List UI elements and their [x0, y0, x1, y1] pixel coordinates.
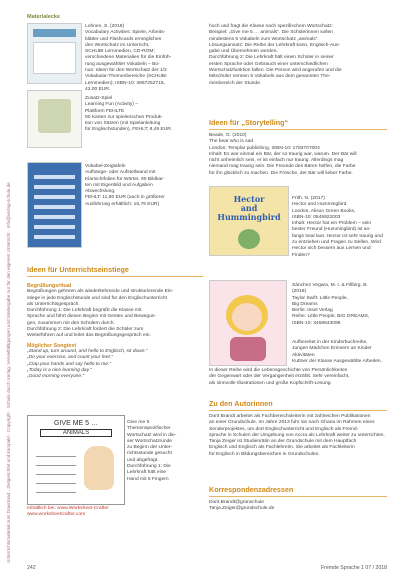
text-line: The bear who is sad — [209, 139, 254, 145]
item-2-text — [85, 96, 203, 134]
text-line: menbereich der Stunde. — [209, 80, 262, 86]
text-line: Learning Fun (Activity) – — [85, 102, 139, 108]
text-line: In dieser Reihe wird die Lebensgeschichte von Persönlichkeiten — [209, 368, 348, 373]
cover-title-line: Hector — [233, 194, 265, 204]
text-line: Mitschüler nennen 5 Vokabeln aus dem genannten The- — [209, 74, 331, 80]
text-line: Vocabulary Activities: Spiele, Arbeits- — [85, 30, 166, 36]
song-line: „Good morning everyone.“ — [27, 374, 85, 380]
text-line: Kuttner der Klasse Ausgewählte Arbeiten. — [292, 358, 382, 364]
text-line: und abgefragt. — [127, 457, 159, 463]
text-line: ISBN-10: 0545922003 — [292, 214, 341, 220]
text-line: gabe und Übernehmen werden. — [209, 49, 278, 55]
text-line: London, Alison Green Books, — [292, 208, 356, 214]
text-line: den Wortschatz im Unterricht, — [85, 42, 150, 48]
text-line: stiege in jede Englischstunde und sind für den Englischunterricht — [27, 295, 168, 301]
heading-contact: Korrespondenzadressen — [209, 485, 294, 494]
cover-title-line: and — [240, 203, 258, 213]
contact-rule — [209, 496, 387, 497]
text-line: Lehrkraft hält eine — [127, 470, 167, 476]
text-line: nicht unheimlich sein, er ist einfach nur traurig. Allerdings mag — [209, 158, 344, 164]
text-line: Aufbereitet in der Kinderbuchreihe, — [292, 340, 368, 345]
text-line: als sinnvolle Illustrationen und große Kopfschrift-Lesung. — [209, 380, 332, 386]
storytelling-rule — [209, 129, 387, 130]
text-line: für Englisch in Bildungsbereichen in Grundschulen. — [209, 451, 320, 457]
text-line: Inhalt: Es war einmal ein Bär, der so traurig war, warum. Der Bär will — [209, 151, 357, 157]
text-line: mindestens 5 Vokabeln zum Wortschatz „animals“. — [209, 36, 319, 42]
text-line: niemand mag traurig sein. Die Freunde des Bären helfen, die Farbe — [209, 164, 356, 170]
text-line: Wortschatz wird in die- — [127, 432, 177, 438]
text-line: bester Freund (Hummingbird) ist an- — [292, 227, 371, 233]
cover-image-hector — [209, 186, 289, 256]
text-line: Inhalt: Hector hat ein Problem – sein — [292, 221, 372, 227]
song-line: „Today is a nice learning day.“ — [27, 367, 92, 373]
story-3-after — [209, 368, 387, 387]
text-line: an einer Grundschule. Im Jahre 2013 fuhr sie nach Ghana im Rahmen eines — [209, 420, 375, 426]
give-me-5-title: GIVE ME 5 … — [54, 420, 98, 427]
copyright-sidebar: Unterrichtsmaterial zum Download · Zielgerichtet und kompakt · Copyright · Schule durch Verlag, Vervielfältigungen und Weitergabe nur für den eigenen Unterricht · Info@verlag-schule.de — [6, 182, 11, 563]
section-tag: Materialecke — [27, 14, 61, 20]
cover-image-taylor-swift — [209, 280, 287, 366]
item-2-title: Zusatz-Spiel — [85, 96, 113, 101]
text-line: Sprache und führt diesen Beginn mit Gesten und Bewegun- — [27, 314, 157, 320]
text-line: Jungen Mädchen Erinnern an Kinder Aktivitäten — [292, 346, 372, 358]
authors-text — [209, 414, 387, 458]
text-line: fangs total laut. Hector ist sehr traurig und — [292, 233, 383, 239]
text-line: ser Wortschatzrunde — [127, 438, 173, 444]
text-line: Reihe: Little People, BIG DREAMS, — [292, 314, 370, 320]
text-line: SCHUBI Lernmedien, CD-ROM; — [85, 49, 155, 55]
text-line: Englisch und Englisch als Fachlehrerin. Sie arbeitet als Fachleiterin — [209, 445, 355, 451]
heading-lesson-starters: Ideen für Unterrichtseinstiege — [27, 265, 129, 274]
text-line: ersten Sprache oder Gebrauch einer unterschiedlichen — [209, 61, 328, 67]
item-1-text — [85, 24, 203, 93]
col2-continuation — [209, 24, 387, 87]
text-line: ten mit Eigenbild und Aufgaben — [85, 182, 153, 188]
story-3-caption — [292, 340, 388, 365]
text-line: Hector sich bessern aus Lernen und Finden? — [292, 246, 371, 258]
contact-text — [209, 500, 387, 513]
text-line: Berlin: Insel Verlag — [292, 308, 333, 314]
text-line: Weiterführen auf und leitet das Begrüßungsgespräch ein. — [27, 333, 151, 339]
text-line: Lösungsansatz: Die Reihe der Lehrkraft kann, Englisch-Aus- — [209, 42, 341, 48]
text-line: blätter und Flashcards ermöglichen — [85, 36, 162, 42]
cover-image-pocket-chart — [27, 162, 82, 248]
source-line: erhältlich bei: www.Worksheet-Crafter — [27, 506, 109, 511]
text-line: London: Templar publishing, ISBN-10: 1783707004 — [209, 145, 320, 151]
greeting-ritual-block — [27, 280, 203, 380]
greeting-ritual-subheading: Begrüßungsritual — [27, 283, 72, 289]
text-line: Big Dreams — [292, 301, 318, 307]
text-line: hoch und fragt die Klasse nach spezifischem Wortschatz: — [209, 24, 333, 29]
contact-line: Tanja.Zeiger@grundschule.de — [209, 506, 275, 512]
page-number: 242 — [27, 565, 36, 571]
cover-image-activity-game — [27, 90, 82, 148]
text-line: als Unterrichtsgespräch. — [27, 301, 80, 307]
text-line: Beade, G. (2010) — [209, 133, 247, 138]
text-line: sprache in Schulen der Umgebung von Accra als Lehrkraft weiter zu unterrichten. — [209, 432, 385, 438]
text-line: Aufhänge- oder Aufstellwand mit — [85, 170, 156, 176]
text-line: richtsstunde gesucht — [127, 451, 172, 457]
text-line: (2018) — [292, 289, 307, 295]
song-line: „Do your exercise, and count your feet.“ — [27, 355, 113, 361]
text-line: Sánchez Vegara, M. I. & Fillbirg, B. — [292, 283, 368, 288]
cover-title-line: Hummingbird — [217, 212, 281, 222]
story-1-text — [209, 133, 387, 177]
text-line: tion von Sätzen (mit Spielanleitung — [85, 121, 161, 127]
text-line: Durchführung 2: Die Lehrkraft hält einen Schüler in seiner — [209, 55, 334, 61]
authors-rule — [209, 410, 387, 411]
text-line: für Englischstunden), FEHLT; 8,49 EUR. — [85, 127, 173, 133]
text-line: 80 Karten zur spielerischen Produk- — [85, 114, 163, 120]
source-line: www.worksheetcrafter.com — [27, 512, 86, 518]
text-line: Hector and Hummingbird — [292, 202, 347, 208]
song-line: „Clap your hands and say hello to me.“ — [27, 361, 112, 367]
text-line: Senderprojektes, um dort Englischunterricht und Englisch als Fremd- — [209, 426, 359, 432]
contact-line: Dorit.Brandt@grünschule — [209, 500, 264, 505]
text-line: Themenspezifischer — [127, 426, 171, 432]
text-line: rung ausgewählter Vokabeln – Bo- — [85, 61, 160, 67]
text-line: 42,00 EUR. — [85, 86, 111, 92]
cover-image-vocabulary — [27, 23, 82, 84]
text-line: gen, zusammen mit den Schülern durch. — [27, 320, 115, 326]
item-3-title: Vokabel-Zeigtafeln — [85, 164, 126, 169]
give-me-5-source — [27, 506, 147, 519]
text-line: Plattform FEHLTE — [85, 108, 125, 114]
item-3-text — [85, 164, 203, 208]
story-3-text — [292, 283, 388, 327]
text-line: Durchführung 2: Die Lehrkraft fordert die Schüler zum — [27, 327, 144, 333]
text-line: Klarsichtfolien für Wörter, 90 Bildkar- — [85, 176, 165, 182]
text-line: Taylor Swift: Little People, — [292, 295, 348, 301]
give-me-5-figure — [27, 415, 125, 505]
text-line: Dorit Brandt arbeitet als Fachbereichsleiterin mit zahlreichen Publikationen — [209, 414, 371, 419]
text-line: Durchführung 1: Die — [127, 464, 171, 470]
text-line: zu Beginn der Unter- — [127, 445, 173, 451]
item-1-title: Lohnen, S. (2018) — [85, 24, 125, 29]
text-line: für ihn glücklich zu machen. Die Frösche, der Bär will lieber Farbe. — [209, 170, 353, 176]
footer-issue: Fremde Sprache 1 07 / 2018 — [320, 565, 387, 571]
give-me-5-subtitle: ANIMALS — [40, 429, 112, 437]
text-line: Beispiel: „Give me 5 … animals“. Die Schülerinnen sollen — [209, 30, 333, 36]
give-me-5-caption — [127, 420, 205, 483]
text-line: Vokabular-Themenbereiche (SCHUBI — [85, 74, 167, 80]
text-line: Begrüßungen gehören als wiederkehrende und strukturierende Ein- — [27, 289, 174, 295]
text-line: ISBN-10: 3458643098 — [292, 320, 341, 326]
hand-icon — [84, 446, 114, 490]
text-line: Frith, N. (2017) — [292, 196, 325, 201]
heading-rule — [27, 276, 203, 277]
text-line: Wortschatzfunktion fallen. Die Person wird angerufen und die — [209, 68, 342, 74]
text-line: Lernmedien); ISBN-10: 3867252715, — [85, 80, 165, 86]
text-line: Ausführung erhältlich: 15,79 EUR) — [85, 201, 160, 207]
heading-storytelling: Ideen für „Storytelling“ — [209, 118, 289, 127]
answer-lines — [36, 448, 76, 496]
song-line: „Stand up, turn around, and hello to Englisch, sit down.“ — [27, 348, 148, 354]
text-line: Hand mit 5 Fingern — [127, 476, 169, 482]
text-line: der Gegenwart oder der Vergangenheit erzählt. Sehr vereinfacht, — [209, 374, 350, 380]
text-line: nus: Ideen für den Wortschatz der 1/2 — [85, 68, 167, 74]
text-line: Give me 5 — [127, 420, 150, 425]
heading-authors: Zu den Autorinnen — [209, 399, 273, 408]
text-line: FEHLT: 11,80 EUR (auch in größerer — [85, 195, 165, 201]
text-line: Durchführung 1: Die Lehrkraft begrüßt die Klasse mit — [27, 308, 142, 314]
song-subheading: Möglicher Songtext — [27, 342, 77, 349]
text-line: zu entziehen und Fragen zu stellen. Wird — [292, 240, 381, 246]
story-2-text — [292, 196, 388, 259]
text-line: Tanja Zeiger ist Studienrätin an der Grundschule mit dem Hauptfach — [209, 439, 357, 445]
text-line: verschiedene Materialien für die Einfüh- — [85, 55, 172, 61]
text-line: Abwechslung, — [85, 189, 116, 195]
